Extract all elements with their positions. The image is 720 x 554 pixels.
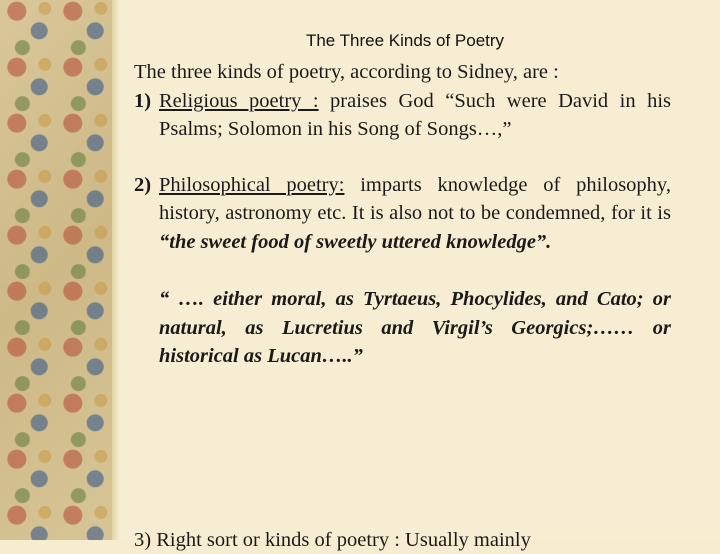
item-number: 2) (134, 173, 152, 196)
item-text: imparts knowledge of philosophy, history, astronomy etc. It is also not to be condemned, for it is (159, 173, 671, 224)
item-heading: Philosophical poetry: (159, 173, 345, 196)
slide-content (134, 58, 671, 371)
cutoff-list-item: 3) Right sort or kinds of poetry : Usually mainly (134, 529, 531, 551)
intro-text: The three kinds of poetry, according to Sidney, are : (134, 61, 559, 83)
tapestry-border-image (0, 0, 113, 540)
list-item-religious (134, 87, 671, 144)
slide-title: The Three Kinds of Poetry (305, 31, 505, 50)
item-emphasis: “the sweet food of sweetly uttered knowledge”. (159, 230, 552, 253)
quotation: “ …. either moral, as Tyrtaeus, Phocylides, and Cato; or natural, as Lucretius and Virgil’s Georgics;…… or historical as Lucan…..” (159, 288, 671, 367)
item-text: praises God “Such were David in his Psalms; Solomon in his Song of Songs…,” (159, 89, 671, 140)
item-number: 1) (134, 89, 152, 112)
list-item-philosophical (134, 171, 671, 257)
border-edge (112, 0, 120, 540)
item-heading: Religious poetry : (159, 89, 319, 112)
